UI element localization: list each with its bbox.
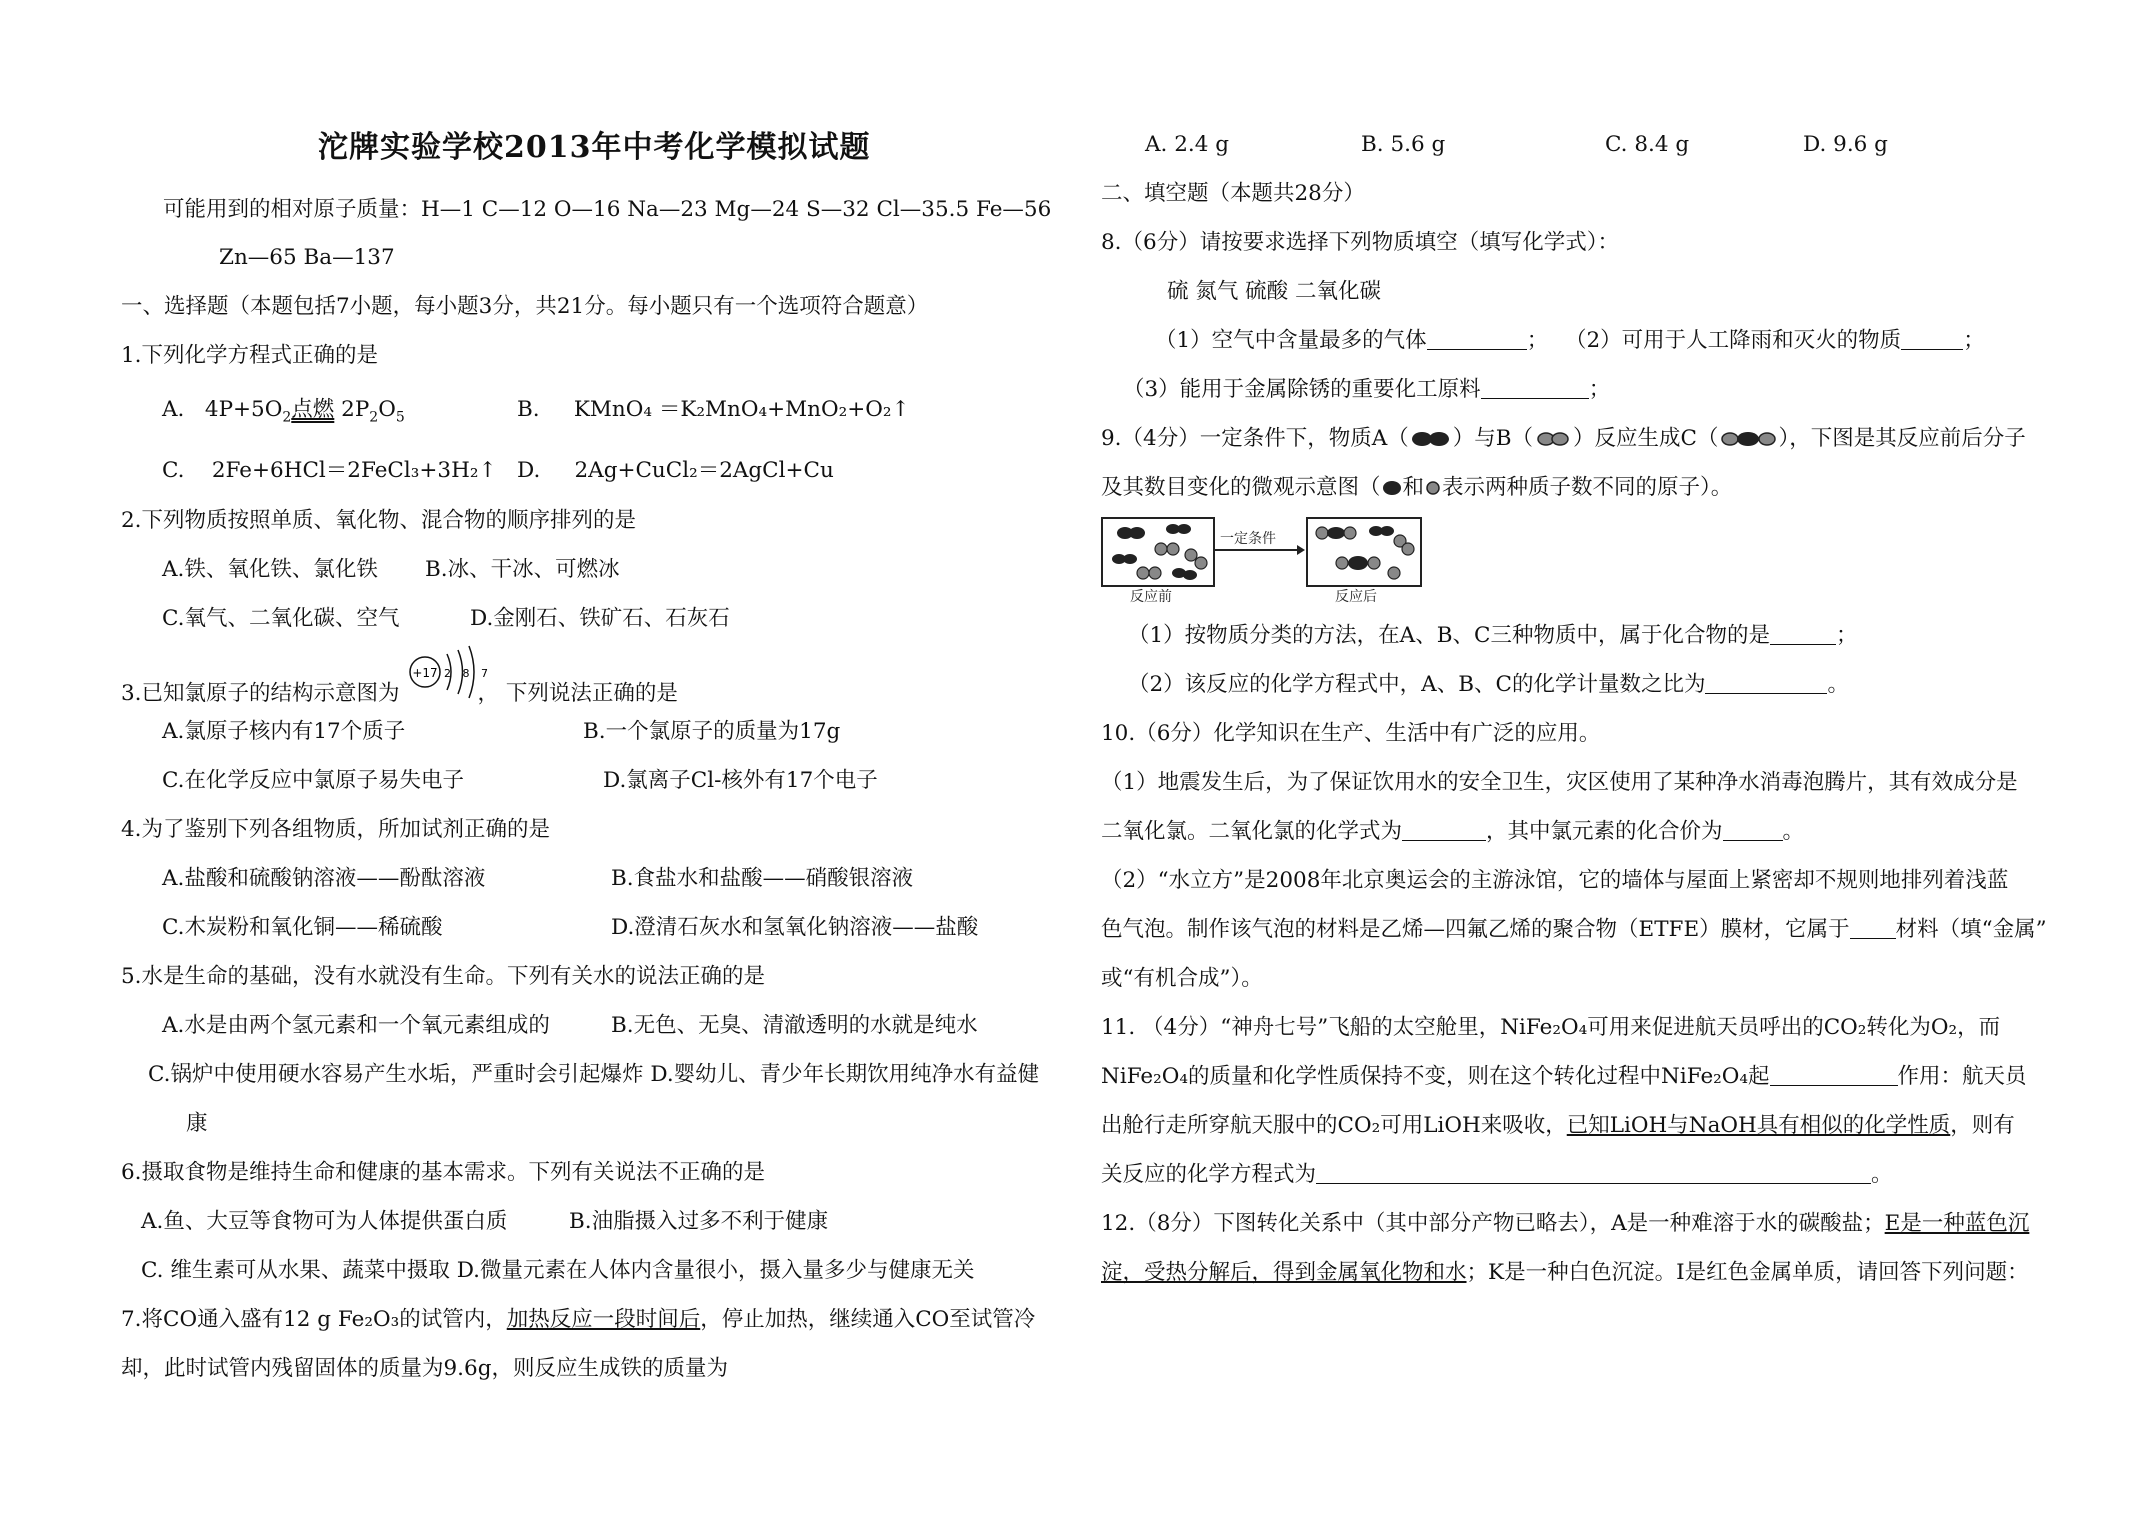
question-11-line4: 关反应的化学方程式为 。 <box>1101 1162 1893 1187</box>
question-3-option-a: A.氯原子核内有17个质子 <box>162 719 406 744</box>
question-11-line3: 出舱行走所穿航天服中的CO₂可用LiOH来吸收，已知LiOH与NaOH具有相似的化学性质，则有 <box>1101 1113 2015 1138</box>
answer-blank <box>1427 327 1527 350</box>
question-11-line2: NiFe₂O₄的质量和化学性质保持不变，则在这个转化过程中NiFe₂O₄起 作用：航天员 <box>1101 1064 2027 1089</box>
reaction-before-label: 反应前 <box>1130 589 1172 605</box>
question-9-part-2: （2）该反应的化学方程式中，A、B、C的化学计量数之比为 。 <box>1128 672 1849 697</box>
shell-electron-counts: 2 8 7 <box>444 667 492 680</box>
nucleus-charge-label: +17 <box>412 666 438 680</box>
reaction-before-box <box>1101 517 1215 587</box>
grey-atom-icon <box>1424 479 1442 497</box>
question-4-option-a: A.盐酸和硫酸钠溶液——酚酞溶液 <box>162 866 486 891</box>
question-4-option-d: D.澄清石灰水和氢氧化钠溶液——盐酸 <box>611 915 979 940</box>
question-3-option-c: C.在化学反应中氯原子易失电子 <box>162 768 465 793</box>
question-9-stem-line2: 及其数目变化的微观示意图（ 和 表示两种质子数不同的原子）。 <box>1101 475 1733 500</box>
atomic-masses-line2: Zn—65 Ba—137 <box>219 245 395 270</box>
answer-blank <box>1402 818 1486 841</box>
question-4-stem: 4.为了鉴别下列各组物质，所加试剂正确的是 <box>121 817 551 842</box>
question-2-option-b: B.冰、干冰、可燃冰 <box>425 557 620 582</box>
question-6-option-b: B.油脂摄入过多不利于健康 <box>569 1209 829 1234</box>
question-8-stem: 8.（6分）请按要求选择下列物质填空（填写化学式）： <box>1101 230 1619 255</box>
question-5-stem: 5.水是生命的基础，没有水就没有生命。下列有关水的说法正确的是 <box>121 964 766 989</box>
question-1-stem: 1.下列化学方程式正确的是 <box>121 343 379 368</box>
reaction-before-molecules <box>1103 519 1213 585</box>
question-7-option-d: D. 9.6 g <box>1803 132 1888 157</box>
dark-atom-icon <box>1381 479 1403 497</box>
answer-blank <box>1723 818 1783 841</box>
answer-blank <box>1850 916 1896 939</box>
answer-blank <box>1770 1063 1898 1086</box>
question-4-option-b: B.食盐水和盐酸——硝酸银溶液 <box>611 866 914 891</box>
answer-blank <box>1316 1161 1871 1184</box>
question-1-option-c: C. 2Fe+6HCl＝2FeCl₃+3H₂↑ <box>162 458 497 483</box>
chlorine-atom-structure-diagram <box>403 640 492 700</box>
question-10-part-2-line2: 色气泡。制作该气泡的材料是乙烯—四氟乙烯的聚合物（ETFE）膜材，它属于 材料（填“金属” <box>1101 917 2047 942</box>
question-2-stem: 2.下列物质按照单质、氧化物、混合物的顺序排列的是 <box>121 508 637 533</box>
question-8-part-2: （2）可用于人工降雨和灭火的物质 ； <box>1565 328 1985 353</box>
molecule-c-icon <box>1719 430 1779 448</box>
question-12-line1: 12.（8分）下图转化关系中（其中部分产物已略去），A是一种难溶于水的碳酸盐；E是一种蓝色沉 <box>1101 1211 2030 1236</box>
section-choice-heading: 一、选择题（本题包括7小题，每小题3分，共21分。每小题只有一个选项符合题意） <box>121 294 929 319</box>
question-1-option-a: A. $4P+5O_2$点燃 $2P_2O_5$ <box>162 397 405 426</box>
question-10-part-2-line3: 或“有机合成”）。 <box>1101 966 1263 991</box>
question-10-part-2-line1: （2）“水立方”是2008年北京奥运会的主游泳馆，它的墙体与屋面上紧密却不规则地排列着浅蓝 <box>1101 868 2009 893</box>
question-8-substances: 硫 氮气 硫酸 二氧化碳 <box>1167 279 1382 304</box>
atomic-masses-line1: 可能用到的相对原子质量：H—1 C—12 O—16 Na—23 Mg—24 S—32 Cl—35.5 Fe—56 <box>163 197 1052 222</box>
question-10-part-1-line1: （1）地震发生后，为了保证饮用水的安全卫生，灾区使用了某种净水消毒泡腾片，其有效成分是 <box>1101 770 2018 795</box>
question-5-option-a: A.水是由两个氢元素和一个氧元素组成的 <box>162 1013 550 1038</box>
question-5-option-c-d: C.锅炉中使用硬水容易产生水垢，严重时会引起爆炸 D.婴幼儿、青少年长期饮用纯净水有益健 <box>148 1062 1040 1087</box>
answer-blank <box>1705 671 1827 694</box>
question-7-option-a: A. 2.4 g <box>1145 132 1229 157</box>
question-8-part-1: （1）空气中含量最多的气体 ； <box>1155 328 1549 353</box>
question-4-option-c: C.木炭粉和氧化铜——稀硫酸 <box>162 915 443 940</box>
reaction-condition-label: 一定条件 <box>1220 531 1276 547</box>
question-11-line1: 11. （4分）“神舟七号”飞船的太空舱里，NiFe₂O₄可用来促进航天员呼出的CO₂转化为O₂，而 <box>1101 1015 2001 1040</box>
question-2-option-a: A.铁、氧化铁、氯化铁 <box>162 557 378 582</box>
question-1-option-b: B. KMnO₄ ＝K₂MnO₄+MnO₂+O₂↑ <box>517 397 910 422</box>
question-10-stem: 10.（6分）化学知识在生产、生活中有广泛的应用。 <box>1101 721 1601 746</box>
reaction-after-label: 反应后 <box>1335 589 1377 605</box>
section-fill-heading: 二、填空题（本题共28分） <box>1101 181 1365 206</box>
question-6-option-a: A.鱼、大豆等食物可为人体提供蛋白质 <box>141 1209 508 1234</box>
question-3-option-b: B.一个氯原子的质量为17g <box>583 719 841 744</box>
question-7-option-b: B. 5.6 g <box>1361 132 1446 157</box>
molecule-a-icon <box>1409 430 1453 448</box>
molecule-b-icon <box>1533 430 1573 448</box>
question-7-stem: 7.将CO通入盛有12 g Fe₂O₃的试管内，加热反应一段时间后，停止加热，继续通入CO至试管冷 <box>121 1307 1036 1332</box>
question-9-part-1: （1）按物质分类的方法，在A、B、C三种物质中，属于化合物的是 ； <box>1128 623 1858 648</box>
question-9-stem: 9.（4分）一定条件下，物质A（ ）与B（ ）反应生成C（ ），下图是其反应前后分子 <box>1101 426 2026 451</box>
question-6-option-c-d: C. 维生素可从水果、蔬菜中摄取 D.微量元素在人体内含量很小，摄入量多少与健康无关 <box>141 1258 975 1283</box>
reaction-after-box <box>1306 517 1422 587</box>
question-6-stem: 6.摄取食物是维持生命和健康的基本需求。下列有关说法不正确的是 <box>121 1160 766 1185</box>
question-8-part-3: （3）能用于金属除锈的重要化工原料 ； <box>1123 377 1611 402</box>
answer-blank <box>1770 622 1836 645</box>
question-7-option-c: C. 8.4 g <box>1605 132 1690 157</box>
answer-blank <box>1901 327 1963 350</box>
question-5-option-d-continued: 康 <box>186 1111 208 1136</box>
page-title: 沱牌实验学校2013年中考化学模拟试题 <box>318 130 871 165</box>
question-12-line2: 淀，受热分解后，得到金属氧化物和水；K是一种白色沉淀。I是红色金属单质，请回答下列问题： <box>1101 1260 2029 1285</box>
question-3-option-d: D.氯离子Cl-核外有17个电子 <box>603 768 878 793</box>
answer-blank <box>1481 376 1589 399</box>
question-1-option-d: D. 2Ag+CuCl₂＝2AgCl+Cu <box>517 458 834 483</box>
question-2-option-d: D.金刚石、铁矿石、石灰石 <box>470 606 730 631</box>
question-2-option-c: C.氧气、二氧化碳、空气 <box>162 606 400 631</box>
reaction-after-molecules <box>1308 519 1420 585</box>
question-7-stem-line2: 却，此时试管内残留固体的质量为9.6g，则反应生成铁的质量为 <box>121 1356 728 1381</box>
question-5-option-b: B.无色、无臭、清澈透明的水就是纯水 <box>611 1013 978 1038</box>
question-3-stem: 3.已知氯原子的结构示意图为 ， 下列说法正确的是 <box>121 681 678 706</box>
question-10-part-1-line2: 二氧化氯。二氧化氯的化学式为 ，其中氯元素的化合价为 。 <box>1101 819 1805 844</box>
